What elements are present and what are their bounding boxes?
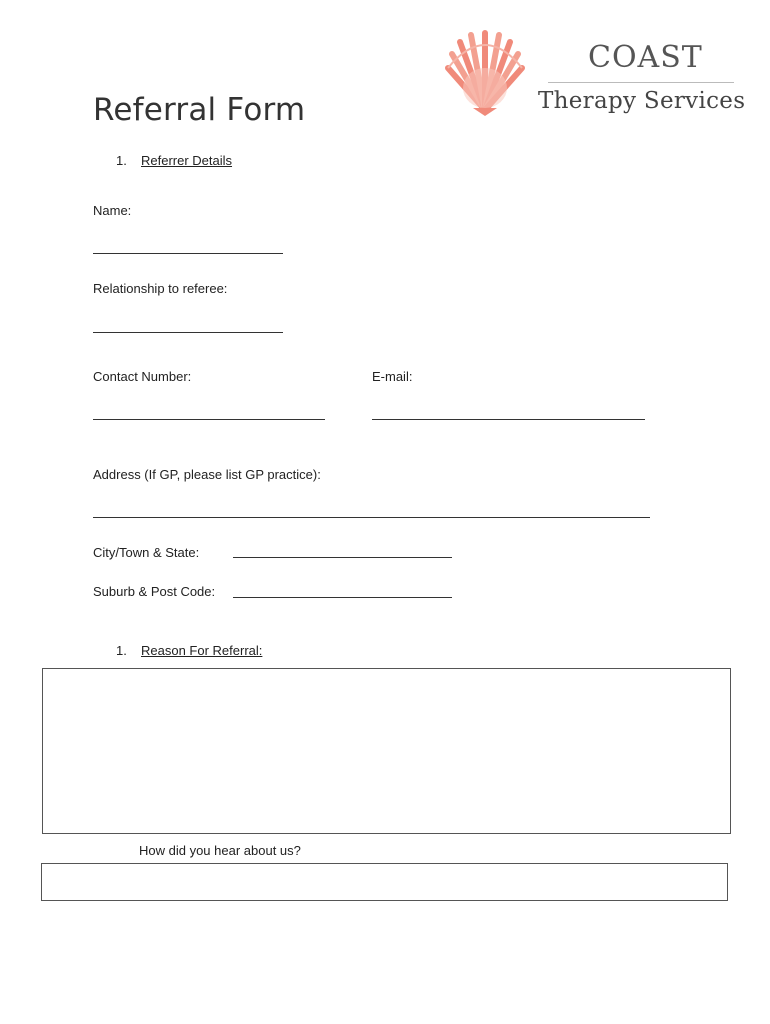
shell-logo-icon <box>440 30 530 123</box>
section-title: Reason For Referral: <box>141 643 263 658</box>
section-title: Referrer Details <box>141 153 233 168</box>
email-label: E-mail: <box>372 369 413 384</box>
brand-divider <box>548 82 734 83</box>
section-heading-reason-for-referral <box>116 643 316 659</box>
relationship-field[interactable] <box>93 332 283 333</box>
section-number: 1. <box>116 643 127 658</box>
relationship-label: Relationship to referee: <box>93 281 228 296</box>
name-field[interactable] <box>93 253 283 254</box>
address-label: Address (If GP, please list GP practice): <box>93 467 321 482</box>
section-number: 1. <box>116 153 127 168</box>
section-heading-referrer-details <box>116 153 316 169</box>
page-title: Referral Form <box>93 92 306 128</box>
contact-number-field[interactable] <box>93 419 325 420</box>
suburb-postcode-label: Suburb & Post Code: <box>93 584 216 599</box>
contact-number-label: Contact Number: <box>93 369 192 384</box>
hear-about-us-field[interactable] <box>41 863 728 901</box>
brand-name: COAST <box>588 40 703 75</box>
suburb-postcode-field[interactable] <box>233 597 452 598</box>
email-field[interactable] <box>372 419 645 420</box>
brand-tagline: Therapy Services <box>538 88 746 114</box>
name-label: Name: <box>93 203 132 218</box>
reason-for-referral-textarea[interactable] <box>42 668 731 834</box>
address-field[interactable] <box>93 517 650 518</box>
hear-about-us-label: How did you hear about us? <box>139 843 301 858</box>
city-state-label: City/Town & State: <box>93 545 200 560</box>
city-state-field[interactable] <box>233 557 452 558</box>
